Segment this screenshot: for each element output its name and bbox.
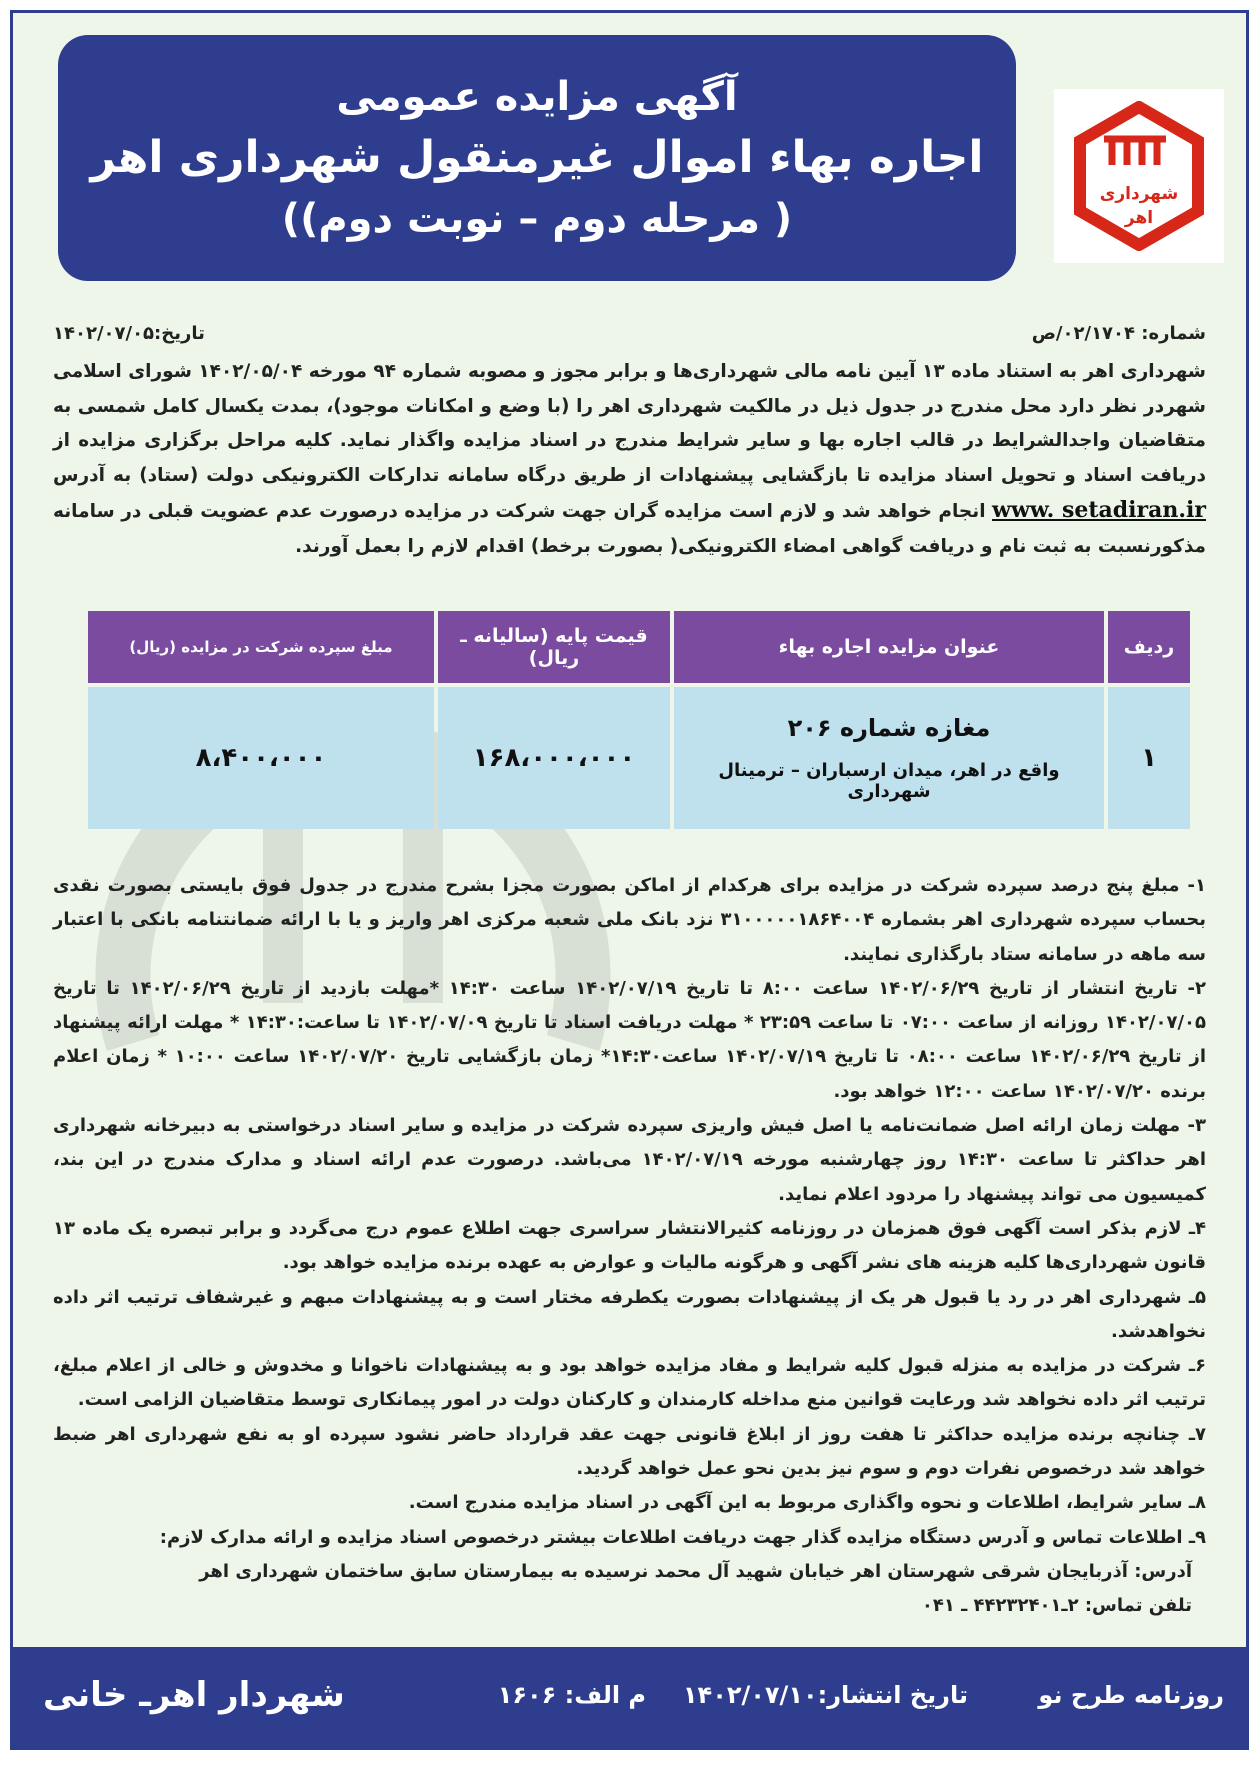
col-base-price: قیمت پایه (سالیانه ـ ریال) bbox=[438, 611, 670, 683]
municipality-logo bbox=[1054, 89, 1224, 263]
newspaper-name: روزنامه طرح نو bbox=[1038, 1681, 1224, 1709]
contact-address: آدرس: آذربایجان شرقی شهرستان اهر خیابان شهید آل محمد نرسیده به بیمارستان سابق ساختمان شهرداری اهر bbox=[199, 1560, 1192, 1582]
header-line-3: ( مرحله دوم – نوبت دوم)) bbox=[281, 196, 793, 242]
col-row: ردیف bbox=[1108, 611, 1190, 683]
terms-list bbox=[53, 869, 1206, 1624]
table-header-row bbox=[88, 611, 1190, 683]
row-location: واقع در اهر، میدان ارسباران – ترمینال شهرداری bbox=[718, 760, 1060, 802]
row-number: ۱ bbox=[1108, 687, 1190, 829]
table-row bbox=[88, 687, 1190, 829]
col-title: عنوان مزایده اجاره بهاء bbox=[674, 611, 1104, 683]
intro-text-1: شهرداری اهر به استناد ماده ۱۳ آیین نامه مالی شهرداری‌ها و برابر مجوز و مصوبه شماره ۹۴ مورخه ۱۴۰۲/۰۵/۰۴ شورای اسلامی شهردر نظر دارد محل مندرج در جدول ذیل در مالکیت شهرداری اهر را (با وضع و امکانات موجود)، بمدت یکسال کامل شمسی به متقاضیان واجدالشرایط در قالب اجاره بها و سایر شرایط مندرج در اسناد مزایده واگذار نماید. کلیه مراحل برگزاری مزایده از دریافت اسناد و تحویل اسناد مزایده تا بازگشایی پیشنهادات از طریق درگاه سامانه تدارکات الکترونیکی دولت (ستاد) به آدرس bbox=[53, 361, 1206, 486]
letter-number: شماره: ۰۲/۱۷۰۴/ص bbox=[1031, 323, 1206, 344]
header-line-1: آگهی مزایده عمومی bbox=[336, 74, 738, 120]
logo-emblem-icon bbox=[1064, 101, 1214, 251]
setadiran-link[interactable]: www. setadiran.ir bbox=[992, 497, 1206, 523]
intro-paragraph bbox=[53, 355, 1206, 564]
row-title-cell bbox=[674, 687, 1104, 829]
mayor-signature: شهردار اهرـ خانی bbox=[43, 1675, 345, 1715]
footer-bar bbox=[13, 1647, 1246, 1747]
svg-text:شهرداری: شهرداری bbox=[1099, 184, 1179, 204]
letter-date: تاریخ:۱۴۰۲/۰۷/۰۵ bbox=[53, 323, 205, 344]
intro-text-2: انجام خواهد شد و لازم است مزایده گران جهت شرکت در مزایده درصورت عدم عضویت قبلی در سامانه مذکورنسبت به ثبت نام و دریافت گواهی امضاء الکترونیکی( بصورت برخط) اقدام لازم را بعمل آورند. bbox=[53, 501, 1206, 557]
term-2: ۲- تاریخ انتشار از تاریخ ۱۴۰۲/۰۶/۲۹ ساعت ۸:۰۰ تا تاریخ ۱۴۰۲/۰۷/۱۹ ساعت ۱۴:۳۰ *مهلت بازدید از تاریخ ۱۴۰۲/۰۶/۲۹ تا تاریخ ۱۴۰۲/۰۷/۰۵ روزانه از ساعت ۰۷:۰۰ تا ساعت ۲۳:۵۹ * مهلت دریافت اسناد تا تاریخ ۱۴۰۲/۰۷/۰۹ تا ساعت:۱۴:۳۰ * مهلت ارائه پیشنهاد از تاریخ ۱۴۰۲/۰۶/۲۹ ساعت ۰۸:۰۰ تا تاریخ ۱۴۰۲/۰۷/۱۹ ساعت۱۴:۳۰* زمان بازگشایی تاریخ ۱۴۰۲/۰۷/۲۰ ساعت ۱۰:۰۰ * زمان اعلام برنده ۱۴۰۲/۰۷/۲۰ ساعت ۱۲:۰۰ خواهد بود. bbox=[53, 977, 1207, 1102]
term-9: ۹ـ اطلاعات تماس و آدرس دستگاه مزایده گذار جهت دریافت اطلاعات بیشتر درخصوص اسناد مزایده و ارائه مدارک لازم: bbox=[159, 1526, 1206, 1548]
term-3: ۳- مهلت زمان ارائه اصل ضمانت‌نامه یا اصل فیش واریزی سپرده شرکت در مزایده و سایر اسناد درخواستی به دبیرخانه شهرداری اهر حداکثر تا ساعت ۱۴:۳۰ روز چهارشنبه مورخه ۱۴۰۲/۰۷/۱۹ می‌باشد. درصورت عدم ارائه اسناد و مدارک مندرج در این بند، کمیسیون می تواند پیشنهاد را مردود اعلام نماید. bbox=[53, 1115, 1207, 1205]
notice-header bbox=[58, 35, 1016, 281]
auction-table bbox=[84, 607, 1194, 833]
col-deposit: مبلغ سپرده شرکت در مزایده (ریال) bbox=[88, 611, 434, 683]
header-line-2: اجاره بهاء اموال غیرمنقول شهرداری اهر bbox=[90, 132, 984, 183]
notice-code: م الف: ۱۶۰۶ bbox=[497, 1681, 646, 1709]
row-base-price: ۱۶۸،۰۰۰،۰۰۰ bbox=[438, 687, 670, 829]
term-4: ۴ـ لازم بذکر است آگهی فوق همزمان در روزنامه کثیرالانتشار سراسری جهت اطلاع عموم درج می‌گردد و برابر تبصره یک ماده ۱۳ قانون شهرداری‌ها کلیه هزینه های نشر آگهی و هرگونه مالیات و عوارض به عهده برنده مزایده خواهد بود. bbox=[53, 1217, 1206, 1274]
publish-date: تاریخ انتشار:۱۴۰۲/۰۷/۱۰ bbox=[682, 1681, 968, 1709]
contact-phone: تلفن تماس: ۲ـ۴۴۲۳۲۴۰۱ ـ ۰۴۱ bbox=[921, 1595, 1192, 1617]
term-7: ۷ـ چنانچه برنده مزایده حداکثر تا هفت روز از ابلاغ قانونی جهت عقد قرارداد حاضر نشود سپرده او به نفع شهرداری اهر ضبط خواهد شد درخصوص نفرات دوم و سوم نیز بدین نحو عمل خواهد گردید. bbox=[53, 1423, 1206, 1480]
term-1: ۱- مبلغ پنج درصد سپرده شرکت در مزایده برای هرکدام از اماکن بصورت مجزا بشرح مندرج در جدول فوق بایستی بصورت نقدی بحساب سپرده شهرداری اهر بشماره ۳۱۰۰۰۰۰۱۸۶۴۰۰۴ نزد بانک ملی شعبه مرکزی اهر واریز و یا با ارائه ضمانتنامه بانکی با اعتبار سه ماهه در سامانه ستاد بارگذاری نمایند. bbox=[53, 875, 1207, 965]
term-8: ۸ـ سایر شرایط، اطلاعات و نحوه واگذاری مربوط به این آگهی در اسناد مزایده مندرج است. bbox=[408, 1492, 1206, 1514]
term-5: ۵ـ شهرداری اهر در رد یا قبول هر یک از پیشنهادات بصورت یکطرفه مختار است و به پیشنهادات مبهم و غیرشفاف ترتیب اثر داده نخواهدشد. bbox=[53, 1286, 1206, 1342]
svg-text:اهر: اهر bbox=[1124, 208, 1154, 228]
auction-notice bbox=[10, 10, 1249, 1750]
row-title: مغازه شماره ۲۰۶ bbox=[787, 714, 991, 742]
reference-line bbox=[53, 323, 1206, 353]
term-6: ۶ـ شرکت در مزایده به منزله قبول کلیه شرایط و مفاد مزایده خواهد بود و به پیشنهادات ناخوانا و مخدوش و خالی از اعلام مبلغ، ترتیب اثر داده نخواهد شد ورعایت قوانین منع مداخله کارمندان و کارکنان دولت در امور پیمانکاری توسط متقاضیان الزامی است. bbox=[53, 1355, 1206, 1411]
row-deposit: ۸،۴۰۰،۰۰۰ bbox=[88, 687, 434, 829]
